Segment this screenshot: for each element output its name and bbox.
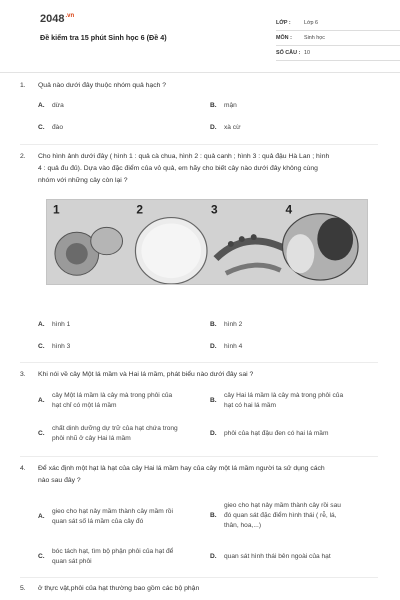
option-c[interactable]: C. bóc tách hạt, tìm bộ phận phôi của hạt để quan sát phôi — [38, 548, 174, 565]
exam-meta — [276, 16, 400, 61]
option-a[interactable]: A. dừa — [38, 102, 64, 109]
option-b[interactable]: B. cây Hai lá mầm là cây mà trong phôi của hạt có hai lá mầm — [210, 392, 344, 409]
option-d[interactable]: D. phôi của hạt đậu đen có hai lá mầm — [210, 430, 329, 437]
option-b[interactable]: B. hình 2 — [210, 321, 243, 328]
figure-label-4: 4 — [285, 202, 293, 217]
question-2-options — [20, 313, 378, 353]
option-d[interactable]: D. quan sát hình thái bên ngoài của hạt — [210, 553, 331, 560]
fruit-figure-image — [46, 199, 368, 285]
option-c[interactable]: C. chất dinh dưỡng dự trữ của hạt chứa trong phôi nhũ ở cây Hai lá mầm — [38, 425, 178, 442]
option-a[interactable]: A. hình 1 — [38, 321, 71, 328]
question-1: 1. Quả nào dưới đây thuộc nhóm quả hạch ? A. dừa B. mận C. đào D. xà cừ — [20, 80, 378, 132]
question-3: 3. Khi nói về cây Một lá mầm và Hai lá mầm, phát biểu nào dưới đây sai ? A. cây Một lá mầm là cây mà trong phôi của hạt chỉ có một lá mầm B. cây Hai lá mầm là cây mà trong phôi của hạt có hai lá mầm C. chất dinh dưỡng dự trữ của hạt chứa trong phôi nhũ ở cây Hai lá mầm D. phôi của hạt đậu đen có hai lá mầm — [20, 369, 378, 449]
question-text: Để xác định một hạt là hạt của cây Hai lá mầm hay của cây một lá mầm người ta sử dụng cách nào sau đây ? — [38, 465, 325, 484]
meta-class: LỚP : Lớp 6 — [276, 16, 400, 31]
question-text: Quả nào dưới đây thuộc nhóm quả hạch ? — [38, 82, 167, 89]
site-logo[interactable]: $2048^{.vn}$ — [40, 13, 75, 25]
meta-count: SỐ CÂU : 10 — [276, 46, 400, 61]
question-4: 4. Để xác định một hạt là hạt của cây Hai lá mầm hay của cây một lá mầm người ta sử dụng cách nào sau đây ? A. gieo cho hạt nảy mầm thành cây mầm rồi quan sát số lá mầm của cây đó B. gieo cho hạt nảy mầm thành cây rồi sau đó quan sát đặc điểm hình thái ( rễ, lá, thân, hoa,...) C. bóc tách hạt, tìm bộ phận phôi của hạt để quan sát phôi D. quan sát hình thái bên ngoài của hạt — [20, 463, 378, 575]
figure-label-1: 1 — [52, 202, 60, 217]
option-d[interactable]: D. hình 4 — [210, 343, 243, 350]
option-c[interactable]: C. hình 3 — [38, 343, 71, 350]
option-a[interactable]: A. gieo cho hạt nảy mầm thành cây mầm rồi quan sát số lá mầm của cây đó — [38, 508, 173, 525]
question-text: Khi nói về cây Một lá mầm và Hai lá mầm, phát biểu nào dưới đây sai ? — [38, 371, 254, 378]
question-divider — [20, 144, 378, 145]
option-d[interactable]: D. xà cừ — [210, 124, 241, 131]
figure-label-3: 3 — [210, 202, 218, 217]
meta-subject: MÔN : Sinh học — [276, 31, 400, 46]
question-text: ở thực vật,phôi của hạt thường bao gồm các bộ phận — [38, 585, 200, 592]
option-b[interactable]: B. gieo cho hạt nảy mầm thành cây rồi sau đó quan sát đặc điểm hình thái ( rễ, lá, thân, hoa,...) — [210, 502, 341, 529]
exam-title: Đề kiểm tra 15 phút Sinh học 6 (Đề 4) — [40, 33, 167, 42]
option-c[interactable]: C. đào — [38, 124, 64, 131]
option-a[interactable]: A. cây Một lá mầm là cây mà trong phôi của hạt chỉ có một lá mầm — [38, 392, 173, 409]
question-divider — [20, 456, 378, 457]
question-divider — [20, 577, 378, 578]
question-divider — [20, 362, 378, 363]
question-2: 2. Cho hình ảnh dưới đây ( hình 1 : quả cà chua, hình 2 : quả canh ; hình 3 : quả đậu Hà Lan ; hình 4 : quả đu đủ). Dựa vào đặc điểm của vỏ quả, em hãy cho biết cây nào dưới đây không cùng nhóm với những cây còn lại ? — [20, 151, 378, 187]
header — [20, 0, 378, 66]
question-5: 5. ở thực vật,phôi của hạt thường bao gồm các bộ phận — [20, 583, 378, 595]
option-b[interactable]: B. mận — [210, 102, 237, 109]
header-divider — [0, 72, 400, 73]
question-text: Cho hình ảnh dưới đây ( hình 1 : quả cà chua, hình 2 : quả canh ; hình 3 : quả đậu Hà Lan ; hình 4 : quả đu đủ). Dựa vào đặc điểm của vỏ quả, em hãy cho biết cây nào dưới đây không cùng nhóm với những cây còn lại ? — [38, 153, 330, 184]
figure-label-2: 2 — [136, 202, 144, 217]
